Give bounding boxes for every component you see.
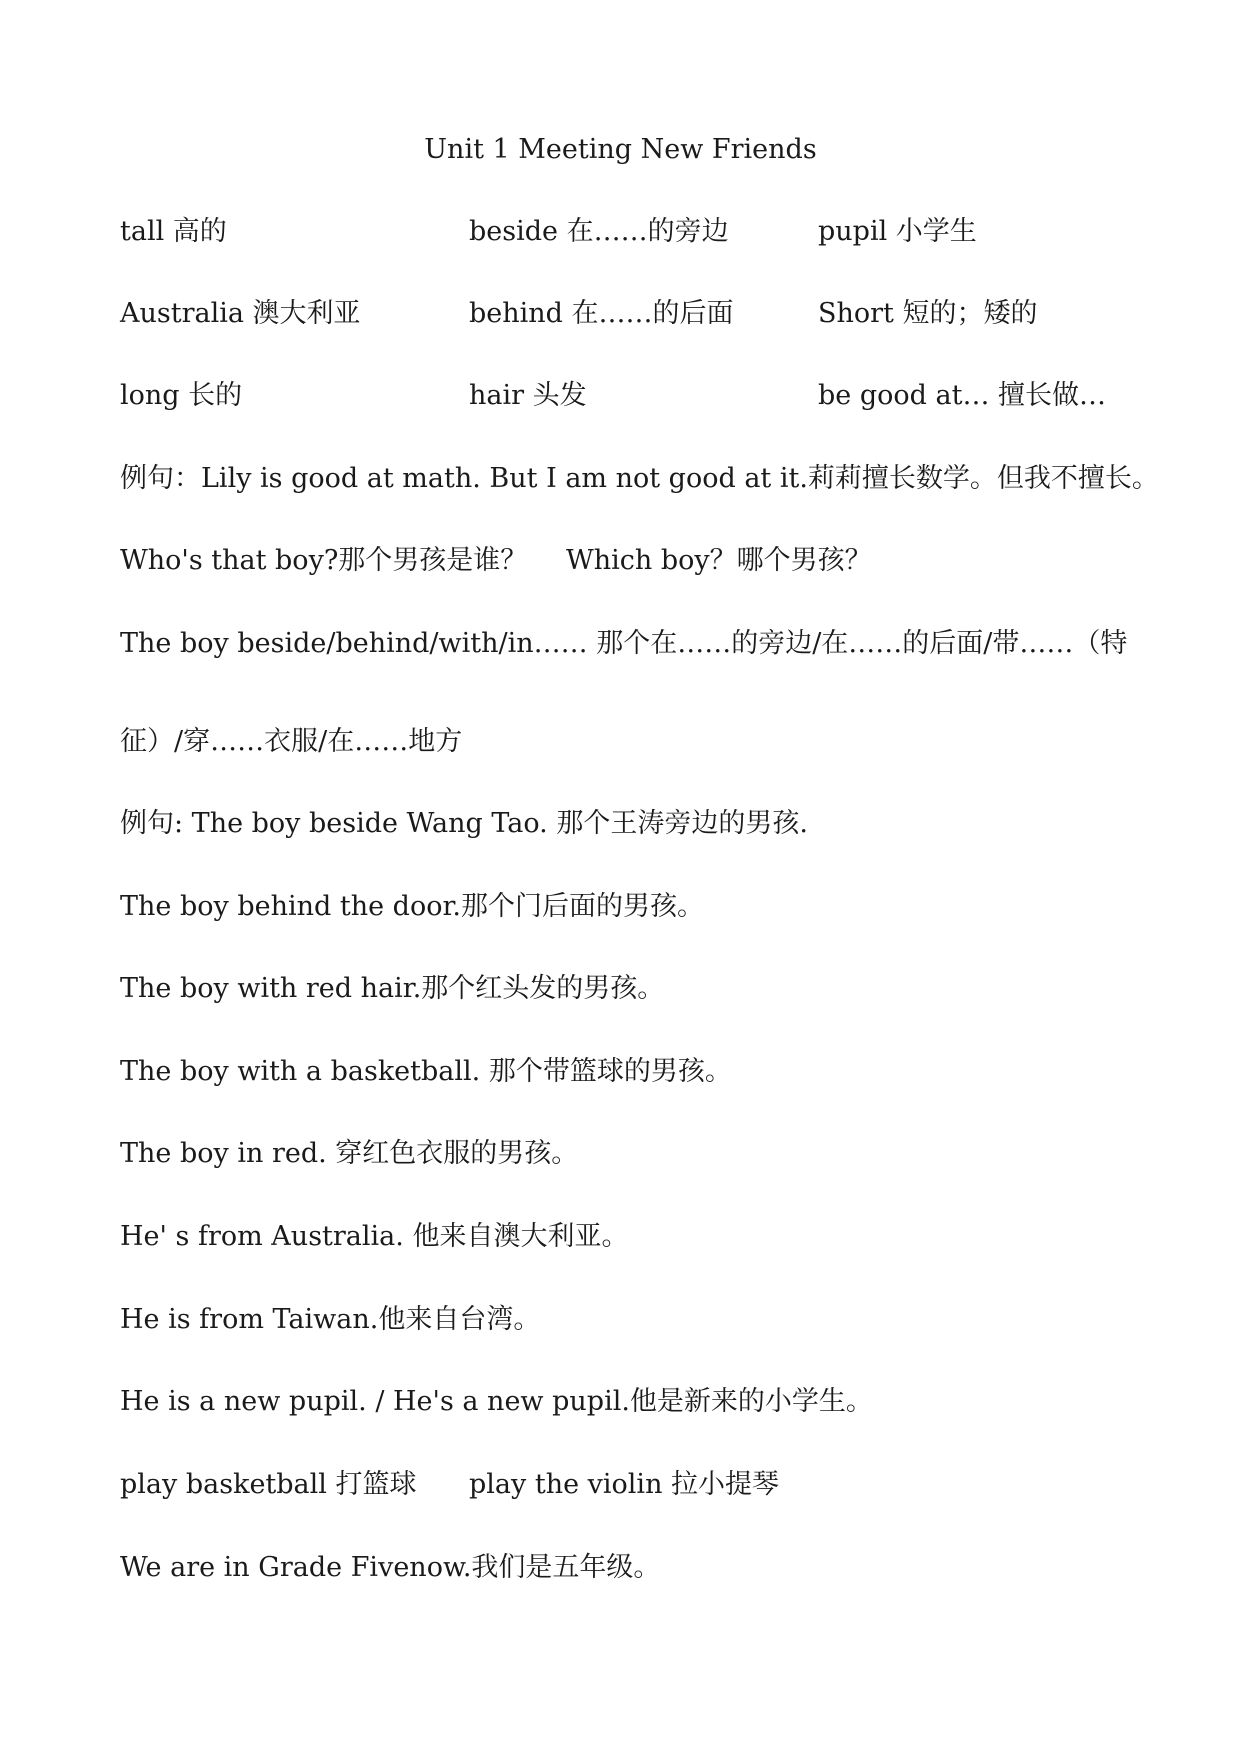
vocab-item: tall 高的 <box>120 216 227 247</box>
example-sentence: 例句：Lily is good at math. But I am not good at it.莉莉擅长数学。但我不擅长。 <box>120 463 1159 494</box>
sentence-line: The boy with a basketball. 那个带篮球的男孩。 <box>120 1056 732 1087</box>
sentence-line: He' s from Australia. 他来自澳大利亚。 <box>120 1221 629 1252</box>
sentence-line: The boy in red. 穿红色衣服的男孩。 <box>120 1138 579 1169</box>
vocab-item: Short 短的；矮的 <box>818 298 1038 329</box>
sentence-line: The boy behind the door.那个门后面的男孩。 <box>120 891 704 922</box>
sentence-line: We are in Grade Fivenow.我们是五年级。 <box>120 1552 661 1583</box>
vocab-item: behind 在……的后面 <box>469 298 734 329</box>
vocab-item: beside 在……的旁边 <box>469 216 729 247</box>
sentence-line: He is a new pupil. / He's a new pupil.他是新来的小学生。 <box>120 1386 873 1417</box>
question-sentence: Who's that boy?那个男孩是谁？ <box>120 545 528 576</box>
phrase-item: play basketball 打篮球 <box>120 1469 417 1500</box>
vocab-item: Australia 澳大利亚 <box>120 298 361 329</box>
question-sentence: Which boy？哪个男孩？ <box>566 545 872 576</box>
sentence-line: He is from Taiwan.他来自台湾。 <box>120 1304 541 1335</box>
page-title: Unit 1 Meeting New Friends <box>424 134 817 165</box>
phrase-item: play the violin 拉小提琴 <box>469 1469 780 1500</box>
vocab-item: long 长的 <box>120 380 243 411</box>
pattern-line: The boy beside/behind/with/in…… 那个在……的旁边/在……的后面/带……（特 <box>120 628 1128 659</box>
vocab-item: be good at… 擅长做… <box>818 380 1107 411</box>
vocab-item: hair 头发 <box>469 380 587 411</box>
vocab-item: pupil 小学生 <box>818 216 977 247</box>
sentence-line: 例句: The boy beside Wang Tao. 那个王涛旁边的男孩. <box>120 808 808 839</box>
sentence-line: The boy with red hair.那个红头发的男孩。 <box>120 973 665 1004</box>
pattern-line: 征）/穿……衣服/在……地方 <box>120 726 463 757</box>
